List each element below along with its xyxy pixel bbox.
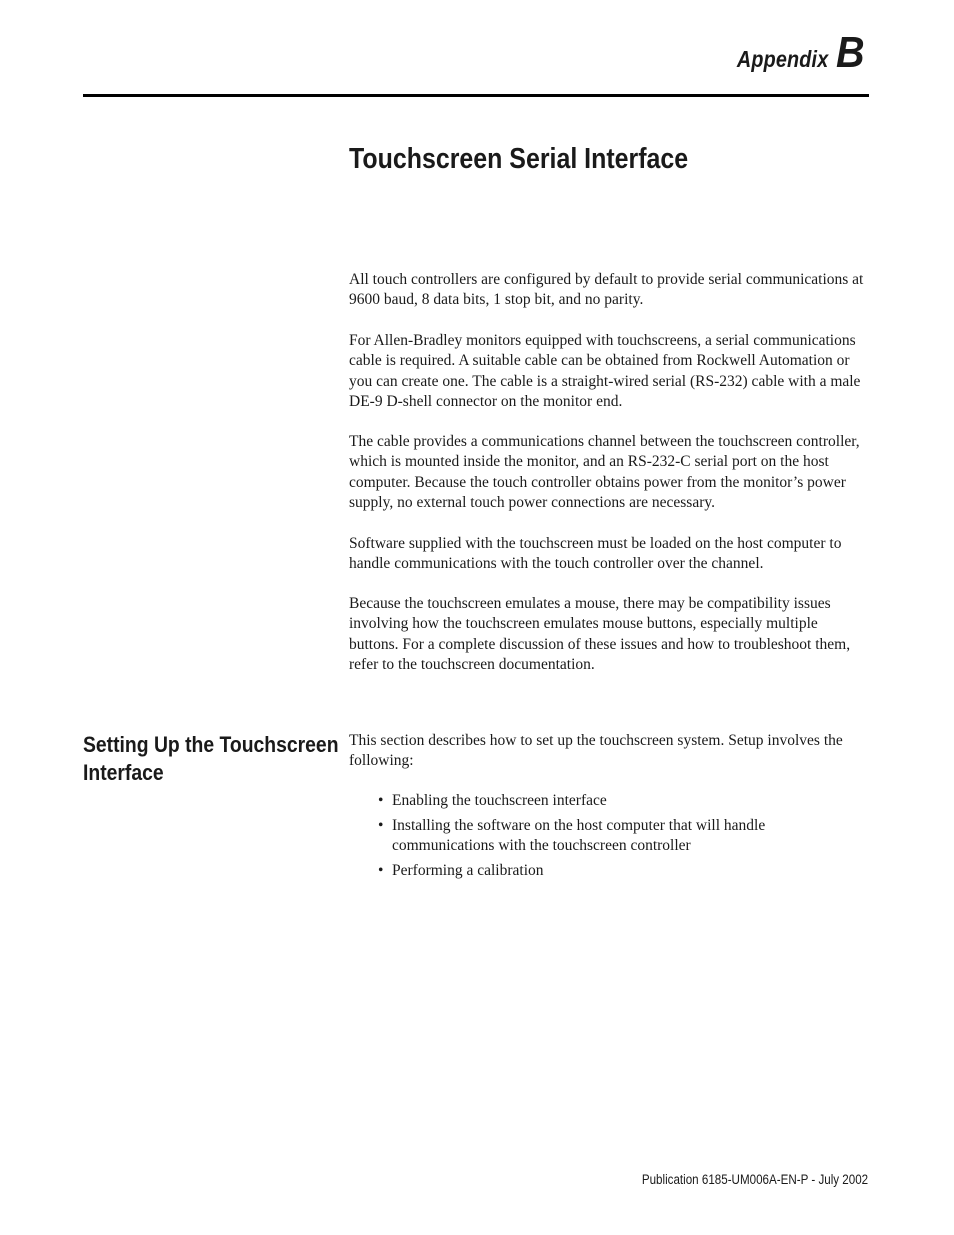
intro-paragraph-5: Because the touchscreen emulates a mouse, there may be compatibility issues involving how the touchscreen emulates mouse buttons, especially multiple buttons. For a complete discussion of these issues and how to troubleshoot them, refer to the touchscreen documentation. (349, 595, 851, 673)
list-item-text: Enabling the touchscreen interface (392, 792, 607, 809)
list-item (378, 861, 848, 881)
intro-paragraph-1: All touch controllers are configured by default to provide serial communications at 9600 baud, 8 data bits, 1 stop bit, and no parity. (349, 271, 864, 309)
list-item (378, 816, 848, 857)
bullet-icon: • (378, 861, 384, 879)
intro-paragraph-3: The cable provides a communications channel between the touchscreen controller, which is mounted inside the monitor, and an RS-232-C serial port on the host computer. Because the touch controller obtains power from the monitor’s power supply, no external touch power connections are necessary. (349, 433, 860, 511)
page-title: Touchscreen Serial Interface (349, 143, 689, 175)
appendix-header (722, 28, 868, 78)
bullet-icon: • (378, 792, 384, 809)
publication-footer: Publication 6185-UM006A-EN-P - July 2002 (641, 1172, 868, 1187)
list-item-text: Installing the software on the host computer that will handle communications with the touchscreen controller (392, 816, 766, 855)
intro-paragraph-2: For Allen-Bradley monitors equipped with touchscreens, a serial communications cable is required. A suitable cable can be obtained from Rockwell Automation or you can create one. The cable is a straight-wired serial (RS-232) cable with a male DE-9 D-shell connector on the monitor end. (349, 332, 861, 410)
header-rule (83, 94, 869, 97)
intro-paragraph-4: Software supplied with the touchscreen must be loaded on the host computer to handle communications with the touch controller over the channel. (349, 535, 842, 573)
appendix-label: Appendix (736, 46, 829, 72)
appendix-letter: B (836, 28, 865, 77)
setup-steps-list (378, 791, 848, 886)
section-heading: Setting Up the Touchscreen Interface (83, 732, 339, 785)
bullet-icon: • (378, 816, 384, 834)
list-item-text: Performing a calibration (392, 861, 544, 879)
list-item (378, 791, 848, 811)
section-intro: This section describes how to set up the touchscreen system. Setup involves the following: (349, 732, 843, 770)
